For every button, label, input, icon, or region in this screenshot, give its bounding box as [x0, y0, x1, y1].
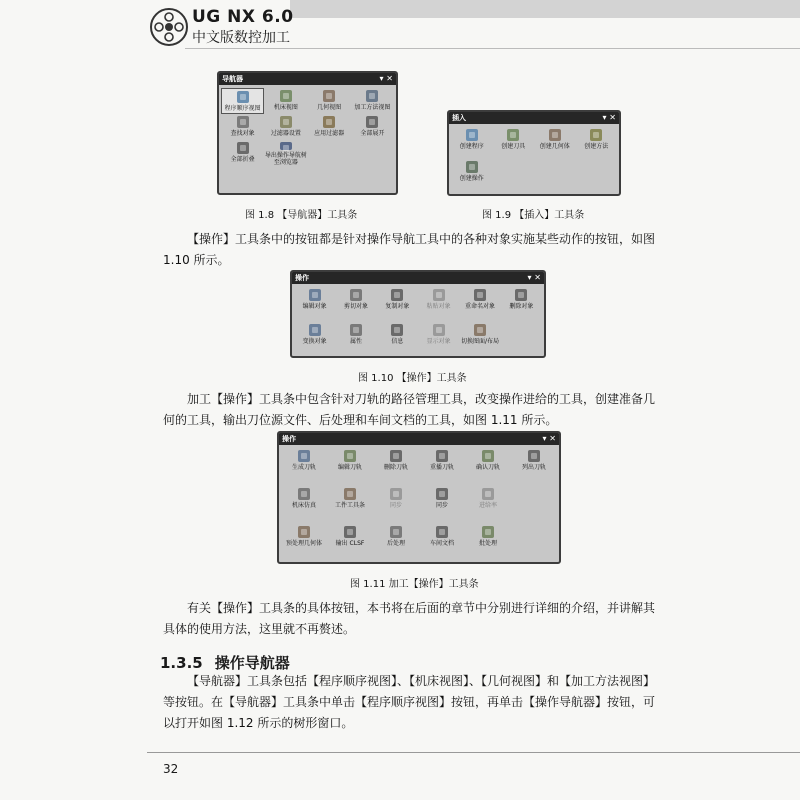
- batch-process-button[interactable]: [465, 524, 511, 562]
- geometry-view-button[interactable]: [308, 88, 351, 114]
- close-icon[interactable]: ▾ ✕: [602, 113, 616, 122]
- button-label: 删除刀轨: [383, 464, 408, 471]
- toolbar-titlebar: [449, 112, 619, 124]
- button-label: 粘贴对象: [426, 303, 451, 310]
- create-geometry-icon: [549, 129, 561, 141]
- empty-slot: [511, 486, 557, 524]
- insert-toolbar: [447, 110, 621, 196]
- header-rule: [185, 48, 800, 49]
- button-label: 删除对象: [509, 303, 534, 310]
- replay-toolpath-icon: [436, 450, 448, 462]
- button-label: 生成刀轨: [291, 464, 316, 471]
- button-label: 创建程序: [459, 143, 484, 150]
- button-label: 几何视图: [317, 104, 342, 111]
- button-label: 信息: [391, 338, 404, 345]
- edit-toolpath-icon: [344, 450, 356, 462]
- edit-toolpath-button[interactable]: [327, 448, 373, 486]
- button-label: 后处理: [386, 540, 405, 547]
- button-label: 重命名对象: [464, 303, 495, 310]
- caption-fig-1-9: 图 1.9 【插入】工具条: [482, 210, 585, 221]
- verify-toolpath-icon: [482, 450, 494, 462]
- button-label: 变换对象: [302, 338, 327, 345]
- feed-rate-icon: [482, 488, 494, 500]
- filter-settings-button[interactable]: [264, 114, 307, 140]
- switch-layout-icon: [474, 324, 486, 336]
- copy-icon: [391, 289, 403, 301]
- cut-icon: [350, 289, 362, 301]
- header-band: [290, 0, 800, 18]
- button-label: 复制对象: [385, 303, 410, 310]
- preprocess-geometry-icon: [298, 526, 310, 538]
- machining-operation-toolbar: [277, 431, 561, 564]
- machine-view-icon: [280, 90, 292, 102]
- replay-toolpath-button[interactable]: [419, 448, 465, 486]
- apply-filter-button[interactable]: [308, 114, 351, 140]
- workpiece-toolbar-button[interactable]: [327, 486, 373, 524]
- information-icon: [391, 324, 403, 336]
- button-label: 重播刀轨: [429, 464, 454, 471]
- button-label: 创建操作: [459, 175, 484, 182]
- generate-toolpath-icon: [298, 450, 310, 462]
- copy-object-button[interactable]: [377, 287, 418, 322]
- delete-toolpath-icon: [390, 450, 402, 462]
- output-clsf-button[interactable]: [327, 524, 373, 562]
- generate-toolpath-button[interactable]: [281, 448, 327, 486]
- transform-object-button[interactable]: [294, 322, 335, 357]
- button-label: 工件工具条: [334, 502, 365, 509]
- rename-object-button[interactable]: [459, 287, 500, 322]
- section-heading: [160, 652, 302, 673]
- button-label: 过滤器设置: [270, 130, 301, 137]
- create-geometry-button[interactable]: [534, 127, 576, 159]
- delete-icon: [515, 289, 527, 301]
- button-label: 列出刀轨: [521, 464, 546, 471]
- button-label: 确认刀轨: [475, 464, 500, 471]
- close-icon[interactable]: ▾ ✕: [379, 74, 393, 83]
- preprocess-geometry-button[interactable]: [281, 524, 327, 562]
- collapse-all-icon: [237, 142, 249, 154]
- list-toolpath-icon: [528, 450, 540, 462]
- toolbar-titlebar: [219, 73, 396, 85]
- delete-object-button[interactable]: [501, 287, 542, 322]
- expand-all-icon: [366, 116, 378, 128]
- export-browser-icon: [280, 142, 292, 150]
- cut-object-button[interactable]: [335, 287, 376, 322]
- output-clsf-icon: [344, 526, 356, 538]
- section-number: 1.3.5: [160, 654, 203, 672]
- export-to-browser-button[interactable]: [264, 140, 307, 166]
- program-order-view-icon: [237, 91, 249, 103]
- button-label: 批处理: [478, 540, 497, 547]
- button-label: 查找对象: [230, 130, 255, 137]
- rename-icon: [474, 289, 486, 301]
- transform-icon: [309, 324, 321, 336]
- collapse-all-button[interactable]: [221, 140, 264, 166]
- caption-fig-1-11: 图 1.11 加工【操作】工具条: [350, 579, 479, 590]
- create-program-icon: [466, 129, 478, 141]
- display-object-button[interactable]: [418, 322, 459, 357]
- close-icon[interactable]: ▾ ✕: [542, 434, 556, 443]
- page-number: 32: [163, 762, 179, 776]
- apply-filter-icon: [323, 116, 335, 128]
- sync-dim-button[interactable]: [373, 486, 419, 524]
- method-view-button[interactable]: [351, 88, 394, 114]
- sync-icon: [436, 488, 448, 500]
- list-toolpath-button[interactable]: [511, 448, 557, 486]
- navigator-toolbar: [217, 71, 398, 195]
- properties-icon: [350, 324, 362, 336]
- batch-process-icon: [482, 526, 494, 538]
- switch-layout-button[interactable]: [459, 322, 500, 357]
- button-label: 同步: [435, 502, 448, 509]
- button-label: 应用过滤器: [314, 130, 345, 137]
- operation-toolbar: [290, 270, 546, 358]
- button-label: 全部折叠: [230, 156, 255, 163]
- button-label: 预处理几何体: [285, 540, 322, 547]
- button-label: 切换图面/布局: [460, 338, 499, 345]
- create-tool-icon: [507, 129, 519, 141]
- section-title: 操作导航器: [214, 654, 290, 672]
- button-label: 创建刀具: [501, 143, 526, 150]
- workpiece-icon: [344, 488, 356, 500]
- create-program-button[interactable]: [451, 127, 493, 159]
- button-label: 导出操作导航树至浏览器: [264, 152, 307, 166]
- properties-button[interactable]: [335, 322, 376, 357]
- verify-toolpath-button[interactable]: [465, 448, 511, 486]
- button-label: 编辑对象: [302, 303, 327, 310]
- book-title: UG NX 6.0: [192, 7, 294, 27]
- create-operation-icon: [466, 161, 478, 173]
- machine-simulation-button[interactable]: [281, 486, 327, 524]
- paste-object-button[interactable]: [418, 287, 459, 322]
- toolbar-title: 插入: [452, 114, 466, 122]
- machine-simulation-icon: [298, 488, 310, 500]
- toolbar-title: 导航器: [222, 75, 243, 83]
- toolbar-titlebar: [279, 433, 559, 445]
- expand-all-button[interactable]: [351, 114, 394, 140]
- method-view-icon: [366, 90, 378, 102]
- shop-docs-icon: [436, 526, 448, 538]
- postprocess-button[interactable]: [373, 524, 419, 562]
- create-operation-button[interactable]: [451, 159, 493, 191]
- footer-rule: [147, 752, 800, 753]
- button-label: 车间文档: [429, 540, 454, 547]
- delete-toolpath-button[interactable]: [373, 448, 419, 486]
- postprocess-icon: [390, 526, 402, 538]
- close-icon[interactable]: ▾ ✕: [527, 273, 541, 282]
- button-label: 程序顺序视图: [224, 105, 261, 112]
- caption-fig-1-10: 图 1.10 【操作】工具条: [358, 373, 467, 384]
- button-label: 属性: [349, 338, 362, 345]
- display-object-icon: [433, 324, 445, 336]
- button-label: 加工方法视图: [354, 104, 391, 111]
- edit-object-icon: [309, 289, 321, 301]
- button-label: 机床仿真: [291, 502, 316, 509]
- sync-icon: [390, 488, 402, 500]
- toolbar-title: 操作: [282, 435, 296, 443]
- button-label: 输出 CLSF: [335, 540, 365, 547]
- filter-settings-icon: [280, 116, 292, 128]
- gear-film-reel-icon: [148, 6, 190, 48]
- button-label: 剪切对象: [343, 303, 368, 310]
- sync-button[interactable]: [419, 486, 465, 524]
- geometry-view-icon: [323, 90, 335, 102]
- shop-docs-button[interactable]: [419, 524, 465, 562]
- find-object-button[interactable]: [221, 114, 264, 140]
- find-object-icon: [237, 116, 249, 128]
- paragraph: 加工【操作】工具条中包含针对刀轨的路径管理工具，改变操作进给的工具，创建准备几何的工具，输出刀位源文件、后处理和车间文档的工具，如图 1.11 所示。: [163, 392, 656, 427]
- button-label: 机床视图: [273, 104, 298, 111]
- caption-fig-1-8: 图 1.8 【导航器】工具条: [245, 210, 358, 221]
- create-method-icon: [590, 129, 602, 141]
- machine-view-button[interactable]: [264, 88, 307, 114]
- toolbar-title: 操作: [295, 274, 309, 282]
- edit-object-button[interactable]: [294, 287, 335, 322]
- paragraph: 【操作】工具条中的按钮都是针对操作导航工具中的各种对象实施某些动作的按钮，如图 1.10 所示。: [163, 232, 656, 267]
- button-label: 同步: [389, 502, 402, 509]
- paste-icon: [433, 289, 445, 301]
- create-method-button[interactable]: [576, 127, 618, 159]
- button-label: 创建几何体: [539, 143, 570, 150]
- feed-rate-button[interactable]: [465, 486, 511, 524]
- information-button[interactable]: [377, 322, 418, 357]
- program-order-view-button[interactable]: [221, 88, 264, 114]
- button-label: 显示对象: [426, 338, 451, 345]
- button-label: 创建方法: [584, 143, 609, 150]
- paragraph: 有关【操作】工具条的具体按钮，本书将在后面的章节中分别进行详细的介绍，并讲解其具体的使用方法，这里就不再赘述。: [163, 601, 656, 636]
- toolbar-titlebar: [292, 272, 544, 284]
- button-label: 进给率: [478, 502, 497, 509]
- book-subtitle: 中文版数控加工: [192, 30, 290, 46]
- button-label: 全部展开: [360, 130, 385, 137]
- create-tool-button[interactable]: [493, 127, 535, 159]
- button-label: 编辑刀轨: [337, 464, 362, 471]
- paragraph: 【导航器】工具条包括【程序顺序视图】、【机床视图】、【几何视图】和【加工方法视图】等按钮。在【导航器】工具条中单击【程序顺序视图】按钮，再单击【操作导航器】按钮，可以打开如图 1.12 所示的树形窗口。: [163, 674, 656, 730]
